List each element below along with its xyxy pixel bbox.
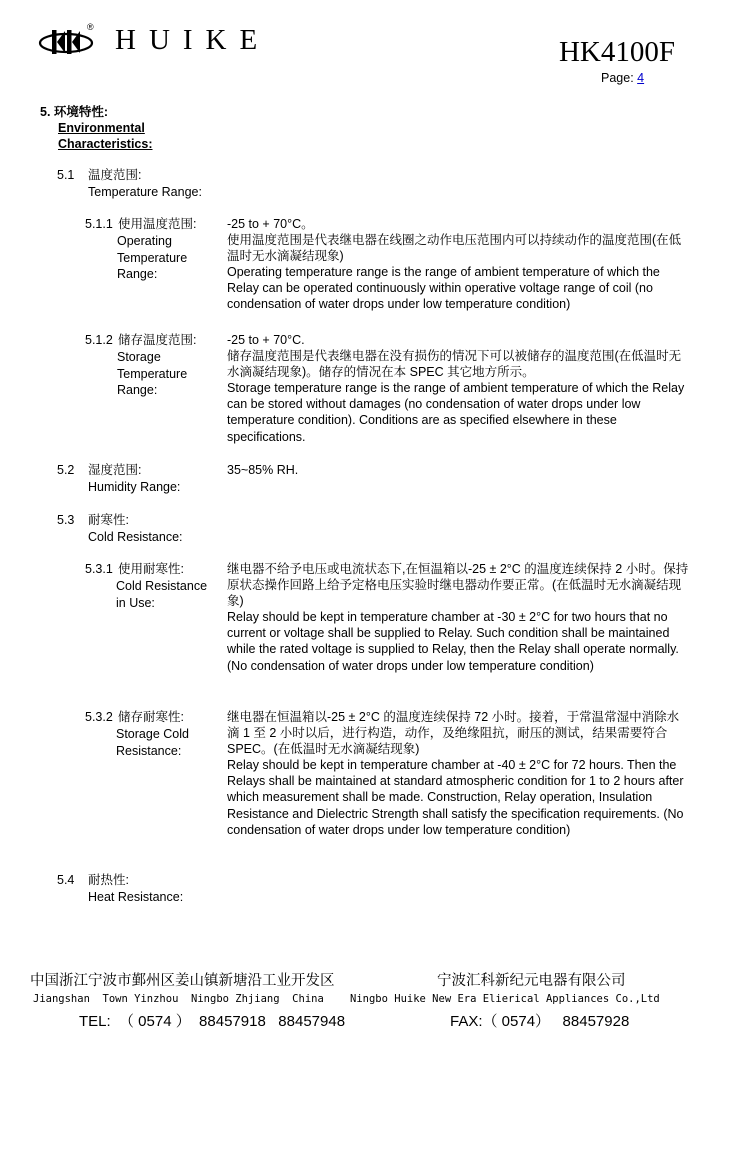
item-label-cn: 湿度范围:	[88, 463, 142, 477]
item-number: 5.1.2	[85, 333, 113, 347]
item-label-en: Heat Resistance:	[88, 890, 184, 904]
page-indicator	[601, 71, 644, 85]
item-label-cn: 储存耐寒性:	[118, 710, 184, 724]
item-label-en: Storage Temperature Range:	[117, 350, 188, 397]
item-description: 继电器不给予电压或电流状态下,在恒温箱以-25 ± 2°C 的温度连续保持 2 小时。保持原状态操作回路上给予定格电压实验时继电器动作要正常。(在低温时无水滴凝结现象) Relay should be kept in temperature chamber at -30 ± 2°C for two hours that no current or voltage shall be supplied to Relay. Such condition shall be maintained while the rated voltage is supplied to Relay, then the Relay shall operate normally. (No condensation of water drops under low temperature condition)	[227, 562, 689, 673]
item-number: 5.1	[57, 168, 75, 182]
item-number: 5.3.2	[85, 710, 113, 724]
item-number: 5.4	[57, 873, 75, 887]
footer-address-en: Jiangshan Town Yinzhou Ningbo Zhjiang China	[33, 993, 324, 1005]
item-label-en: Operating Temperature Range:	[117, 234, 188, 281]
section-title-en: Environmental Characteristics:	[58, 121, 153, 151]
item-description: 继电器在恒温箱以-25 ± 2°C 的温度连续保持 72 小时。接着，于常温常湿中消除水滴 1 至 2 小时以后，进行构造，动作，及绝缘阻抗，耐压的测试，结果需要符合 SPEC。(在低温时无水滴凝结现象) Relay should be kept in temperature chamber at -40 ± 2°C for 72 hours. Then the Relays shall be maintained at standard atmospheric condition for 1 to 2 hours after which measurement shall be made. Construction, Relay operation, Insulation Resistance and Dielectric Strength shall satisfy the specification requirements. (No condensation of water drops under low temperature condition)	[227, 710, 684, 837]
footer-company-en: Ningbo Huike New Era Elierical Appliances Co.,Ltd	[350, 993, 660, 1005]
item-label-en: Cold Resistance in Use:	[116, 579, 208, 610]
brand-name: HUIKE	[115, 24, 271, 56]
item-description: 35~85% RH.	[227, 463, 299, 477]
item-label-cn: 使用温度范围:	[118, 217, 197, 231]
item-label-en: Storage Cold Resistance:	[116, 727, 189, 758]
footer-address-cn: 中国浙江宁波市鄞州区姜山镇新塘沿工业开发区	[30, 973, 335, 989]
item-label-en: Humidity Range:	[88, 480, 181, 494]
item-label-en: Temperature Range:	[88, 185, 202, 199]
footer-tel: TEL: （ 0574 ） 88457918 88457948	[79, 1013, 346, 1030]
item-number: 5.3.1	[85, 562, 113, 576]
item-label-cn: 温度范围:	[88, 168, 142, 182]
item-label-cn: 耐热性:	[88, 873, 129, 887]
item-label-cn: 耐寒性:	[88, 513, 129, 527]
item-label-cn: 储存温度范围:	[118, 333, 197, 347]
page-label: Page:	[601, 71, 634, 85]
model-number: HK4100F	[558, 36, 675, 68]
item-label-cn: 使用耐寒性:	[118, 562, 184, 576]
item-label-en: Cold Resistance:	[88, 530, 183, 544]
page-number-link[interactable]: 4	[637, 71, 645, 85]
registered-mark: ®	[87, 22, 94, 32]
footer-company-cn: 宁波汇科新纪元电器有限公司	[437, 973, 626, 989]
item-description: -25 to + 70°C. 储存温度范围是代表继电器在没有损伤的情况下可以被储存的温度范围(在低温时无水滴凝结现象)。储存的情况在本 SPEC 其它地方所示。 Storage temperature range is the range of ambient temperature of which the Relay can be stored without damages (no condensation of water drops under low temperature condition). Conditions are as specified elsewhere in these specifications.	[227, 333, 685, 444]
item-description: -25 to + 70°C。 使用温度范围是代表继电器在线圈之动作电压范围内可以持续动作的温度范围(在低温时无水滴凝结现象) Operating temperature range is the range of ambient temperature of which the Relay can be operated continuously within operative voltage range of coil (no condensation of water drops under low temperature condition)	[227, 217, 682, 312]
item-number: 5.2	[57, 463, 75, 477]
footer-fax: FAX:（ 0574） 88457928	[450, 1013, 630, 1030]
item-number: 5.3	[57, 513, 75, 527]
section-title: 5. 环境特性:	[40, 105, 109, 119]
item-number: 5.1.1	[85, 217, 113, 231]
